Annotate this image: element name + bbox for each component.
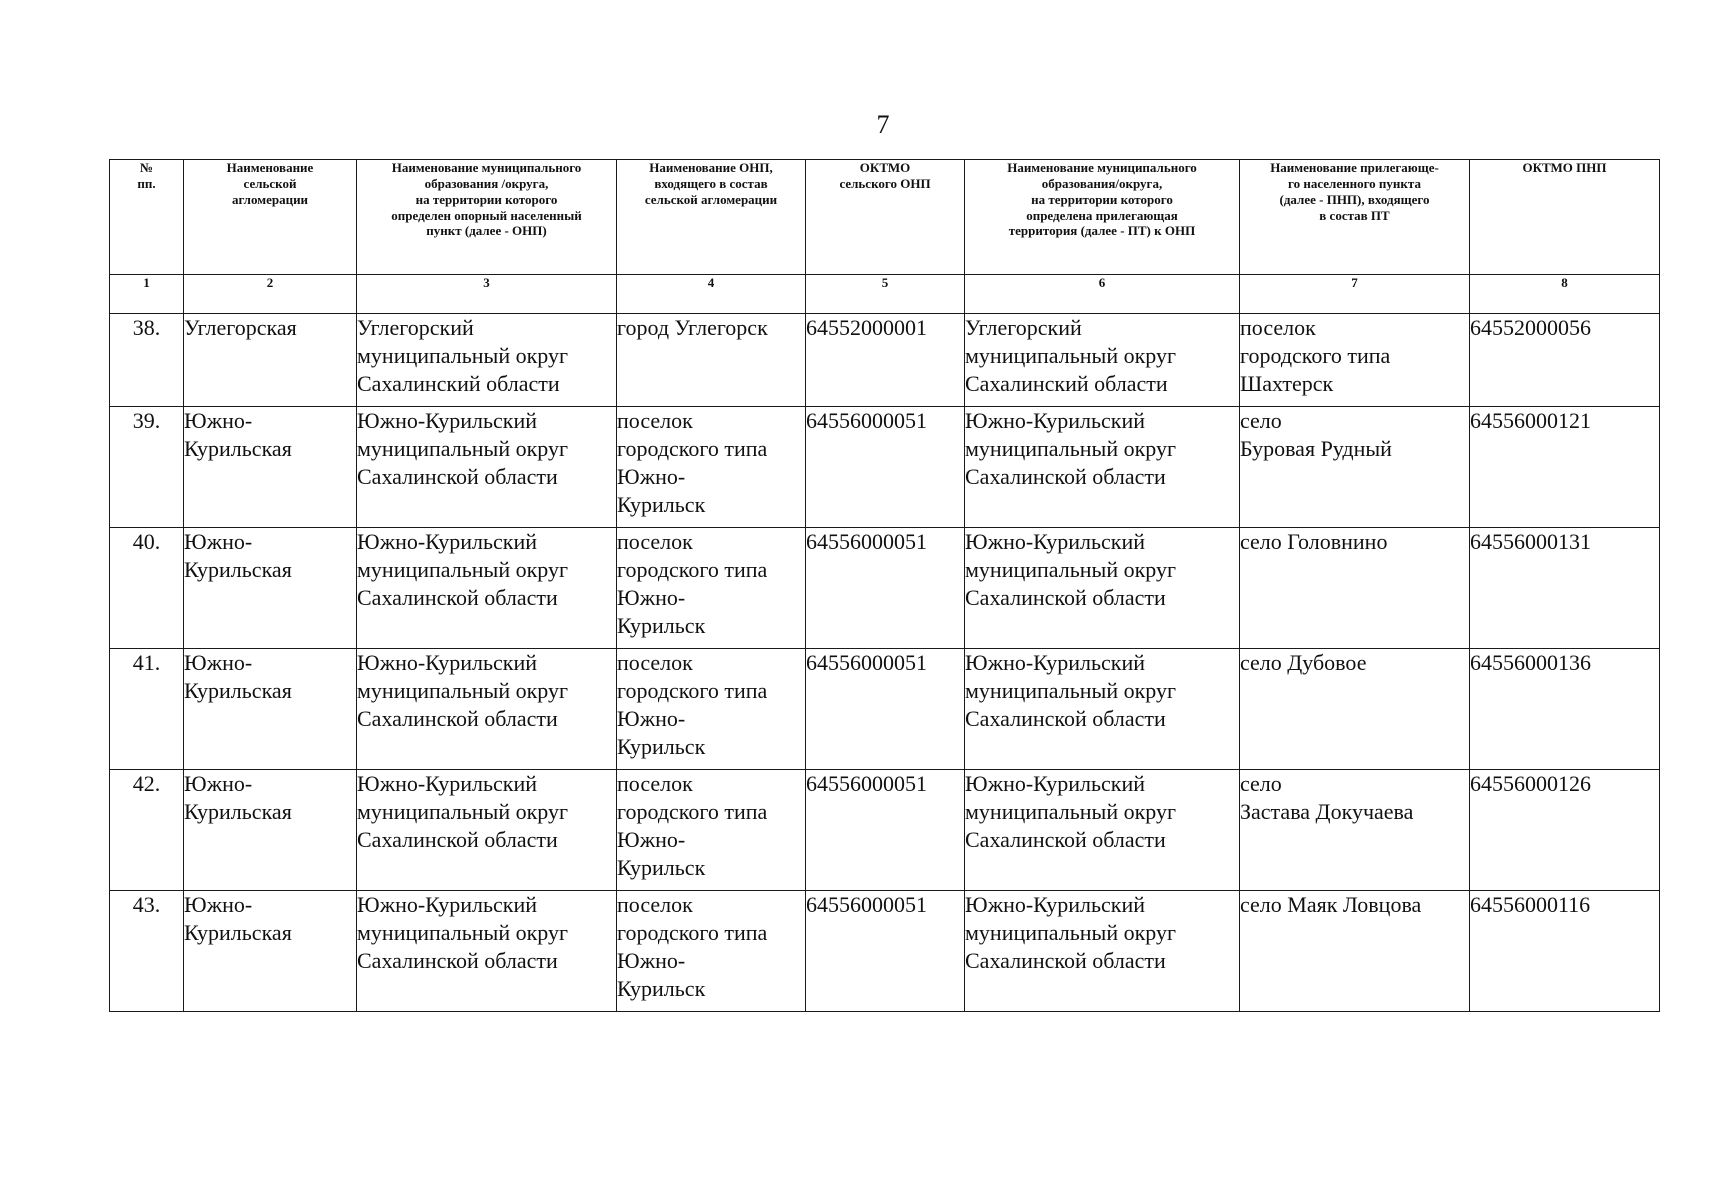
cell-oktmo-pnp: 64556000116	[1470, 891, 1660, 1012]
cell-line: Южно-Курильский	[357, 408, 537, 433]
cell-line: Южно-Курильский	[965, 771, 1145, 796]
cell-pnp	[1240, 407, 1470, 528]
cell-line: Застава Докучаева	[1240, 799, 1414, 824]
header-line: в состав ПТ	[1319, 207, 1390, 223]
header-line: на территории которого	[415, 191, 558, 207]
cell-oktmo-onp: 64556000051	[806, 528, 965, 649]
cell-line: Курильск	[617, 734, 706, 759]
cell-line: Сахалинской области	[965, 706, 1166, 731]
header-line: Наименование прилегающе-	[1270, 160, 1439, 175]
cell-line: Южно-Курильский	[965, 650, 1145, 675]
cell-line: Южно-Курильский	[965, 892, 1145, 917]
cell-line: Южно-Курильский	[357, 650, 537, 675]
table-row	[110, 770, 1660, 891]
cell-line: Сахалинской области	[357, 585, 558, 610]
cell-line: муниципальный округ	[965, 799, 1177, 824]
cell-line: Курильск	[617, 492, 706, 517]
header-line: Наименование муниципального	[391, 160, 582, 175]
cell-onp	[617, 891, 806, 1012]
cell-no: 39.	[110, 407, 184, 528]
cell-line: муниципальный округ	[357, 436, 569, 461]
header-line: ОКТМО	[859, 160, 911, 175]
cell-line: муниципальный округ	[357, 557, 569, 582]
cell-line: муниципальный округ	[357, 678, 569, 703]
column-header-1	[110, 160, 184, 275]
cell-line: поселок	[617, 892, 693, 917]
cell-municipality	[357, 891, 617, 1012]
cell-oktmo-pnp: 64556000121	[1470, 407, 1660, 528]
cell-oktmo-onp: 64556000051	[806, 407, 965, 528]
cell-line: Курильская	[184, 436, 292, 461]
table-row	[110, 891, 1660, 1012]
cell-oktmo-onp: 64556000051	[806, 649, 965, 770]
table-row	[110, 528, 1660, 649]
column-number: 1	[110, 275, 184, 314]
cell-line: Южно-Курильский	[357, 771, 537, 796]
header-line: ОКТМО ПНП	[1522, 160, 1607, 175]
cell-agglomeration	[184, 649, 357, 770]
cell-pnp	[1240, 528, 1470, 649]
cell-line: муниципальный округ	[965, 920, 1177, 945]
cell-line: поселок	[1240, 315, 1316, 340]
cell-pt-municipality	[965, 770, 1240, 891]
cell-line: Курильск	[617, 613, 706, 638]
cell-oktmo-onp: 64552000001	[806, 314, 965, 407]
cell-onp	[617, 314, 806, 407]
header-line: Наименование муниципального	[1007, 160, 1197, 175]
cell-line: Южно-	[617, 706, 686, 731]
header-line: входящего в состав	[654, 175, 768, 191]
cell-line: Южно-	[184, 408, 253, 433]
cell-municipality	[357, 649, 617, 770]
cell-onp	[617, 649, 806, 770]
header-line: Наименование	[226, 160, 314, 175]
cell-pt-municipality	[965, 528, 1240, 649]
cell-pt-municipality	[965, 407, 1240, 528]
cell-onp	[617, 770, 806, 891]
cell-agglomeration	[184, 314, 357, 407]
header-line: го населенного пункта	[1288, 175, 1421, 191]
cell-line: Южно-	[184, 892, 253, 917]
table-header-row	[110, 160, 1660, 275]
cell-line: городского типа	[1240, 343, 1391, 368]
header-line: пункт (далее - ОНП)	[426, 223, 547, 239]
header-line: (далее - ПНП), входящего	[1279, 191, 1430, 207]
header-line: №	[139, 160, 154, 175]
cell-line: Углегорская	[184, 315, 297, 340]
cell-agglomeration	[184, 770, 357, 891]
cell-line: Сахалинской области	[965, 585, 1166, 610]
column-header-2	[184, 160, 357, 275]
cell-onp	[617, 528, 806, 649]
column-number: 3	[357, 275, 617, 314]
column-number: 2	[184, 275, 357, 314]
cell-pnp	[1240, 649, 1470, 770]
cell-line: городского типа	[617, 436, 768, 461]
column-number: 7	[1240, 275, 1470, 314]
column-number: 8	[1470, 275, 1660, 314]
header-line: Наименование ОНП,	[649, 160, 773, 175]
header-line: сельской агломерации	[644, 191, 778, 207]
cell-line: Буровая Рудный	[1240, 436, 1392, 461]
cell-line: муниципальный округ	[965, 343, 1177, 368]
cell-line: городского типа	[617, 920, 768, 945]
cell-oktmo-pnp: 64552000056	[1470, 314, 1660, 407]
cell-pnp	[1240, 891, 1470, 1012]
cell-line: село	[1240, 771, 1282, 796]
cell-line: Сахалинской области	[965, 464, 1166, 489]
column-header-3	[357, 160, 617, 275]
cell-line: Курильская	[184, 557, 292, 582]
cell-line: Южно-Курильский	[965, 408, 1145, 433]
cell-agglomeration	[184, 528, 357, 649]
cell-agglomeration	[184, 407, 357, 528]
cell-no: 41.	[110, 649, 184, 770]
header-line: агломерации	[231, 191, 309, 207]
cell-line: поселок	[617, 529, 693, 554]
table-row	[110, 407, 1660, 528]
header-line: сельской	[243, 175, 297, 191]
cell-line: Южно-	[617, 948, 686, 973]
header-line: территория (далее - ПТ) к ОНП	[1008, 223, 1196, 239]
cell-line: муниципальный округ	[357, 799, 569, 824]
header-line: пп.	[137, 175, 156, 191]
cell-line: муниципальный округ	[357, 920, 569, 945]
cell-line: Южно-Курильский	[965, 529, 1145, 554]
cell-line: городского типа	[617, 557, 768, 582]
cell-no: 43.	[110, 891, 184, 1012]
cell-line: Курильск	[617, 855, 706, 880]
cell-line: Сахалинской области	[965, 827, 1166, 852]
cell-line: Южно-	[617, 464, 686, 489]
cell-line: Углегорский	[965, 315, 1082, 340]
cell-line: городского типа	[617, 799, 768, 824]
cell-line: Сахалинской области	[357, 827, 558, 852]
cell-line: город Углегорск	[617, 315, 768, 340]
cell-line: Сахалинской области	[357, 464, 558, 489]
header-line: определена прилегающая	[1026, 207, 1178, 223]
agglomeration-table	[109, 159, 1660, 1012]
cell-line: Сахалинской области	[965, 948, 1166, 973]
cell-line: Сахалинский области	[965, 371, 1168, 396]
cell-line: село Головнино	[1240, 529, 1388, 554]
cell-agglomeration	[184, 891, 357, 1012]
cell-line: поселок	[617, 771, 693, 796]
column-header-7	[1240, 160, 1470, 275]
table-row	[110, 649, 1660, 770]
column-header-5	[806, 160, 965, 275]
table-row	[110, 314, 1660, 407]
cell-line: муниципальный округ	[965, 678, 1177, 703]
cell-line: Курильск	[617, 976, 706, 1001]
table-body	[110, 314, 1660, 1012]
header-line: образования/округа,	[1041, 175, 1163, 191]
cell-line: муниципальный округ	[357, 343, 569, 368]
cell-line: Южно-Курильский	[357, 529, 537, 554]
cell-line: Шахтерск	[1240, 371, 1334, 396]
cell-no: 38.	[110, 314, 184, 407]
cell-municipality	[357, 770, 617, 891]
cell-line: Южно-	[184, 650, 253, 675]
cell-line: муниципальный округ	[965, 436, 1177, 461]
cell-oktmo-onp: 64556000051	[806, 770, 965, 891]
cell-line: Южно-Курильский	[357, 892, 537, 917]
cell-line: Южно-	[184, 771, 253, 796]
cell-municipality	[357, 528, 617, 649]
column-header-8	[1470, 160, 1660, 275]
cell-line: Южно-	[184, 529, 253, 554]
cell-line: муниципальный округ	[965, 557, 1177, 582]
column-number: 5	[806, 275, 965, 314]
cell-line: Южно-	[617, 827, 686, 852]
cell-line: Сахалинский области	[357, 371, 560, 396]
column-header-6	[965, 160, 1240, 275]
cell-line: Сахалинской области	[357, 948, 558, 973]
cell-pt-municipality	[965, 649, 1240, 770]
page-number: 7	[876, 110, 890, 139]
cell-no: 42.	[110, 770, 184, 891]
column-number: 6	[965, 275, 1240, 314]
column-header-4	[617, 160, 806, 275]
cell-oktmo-onp: 64556000051	[806, 891, 965, 1012]
cell-line: село Дубовое	[1240, 650, 1367, 675]
cell-line: поселок	[617, 408, 693, 433]
cell-municipality	[357, 314, 617, 407]
cell-line: Курильская	[184, 799, 292, 824]
cell-line: городского типа	[617, 678, 768, 703]
cell-line: Сахалинской области	[357, 706, 558, 731]
cell-line: поселок	[617, 650, 693, 675]
cell-line: Курильская	[184, 920, 292, 945]
cell-municipality	[357, 407, 617, 528]
cell-pt-municipality	[965, 891, 1240, 1012]
cell-line: село	[1240, 408, 1282, 433]
header-line: на территории которого	[1031, 191, 1173, 207]
cell-pt-municipality	[965, 314, 1240, 407]
cell-line: Южно-	[617, 585, 686, 610]
cell-oktmo-pnp: 64556000126	[1470, 770, 1660, 891]
cell-pnp	[1240, 314, 1470, 407]
cell-line: Углегорский	[357, 315, 474, 340]
cell-line: село Маяк Ловцова	[1240, 892, 1422, 917]
header-line: определен опорный населенный	[391, 207, 582, 223]
column-number-row	[110, 275, 1660, 314]
cell-pnp	[1240, 770, 1470, 891]
cell-oktmo-pnp: 64556000131	[1470, 528, 1660, 649]
cell-no: 40.	[110, 528, 184, 649]
header-line: сельского ОНП	[839, 175, 931, 191]
cell-onp	[617, 407, 806, 528]
column-number: 4	[617, 275, 806, 314]
header-line: образования /округа,	[424, 175, 549, 191]
cell-oktmo-pnp: 64556000136	[1470, 649, 1660, 770]
cell-line: Курильская	[184, 678, 292, 703]
